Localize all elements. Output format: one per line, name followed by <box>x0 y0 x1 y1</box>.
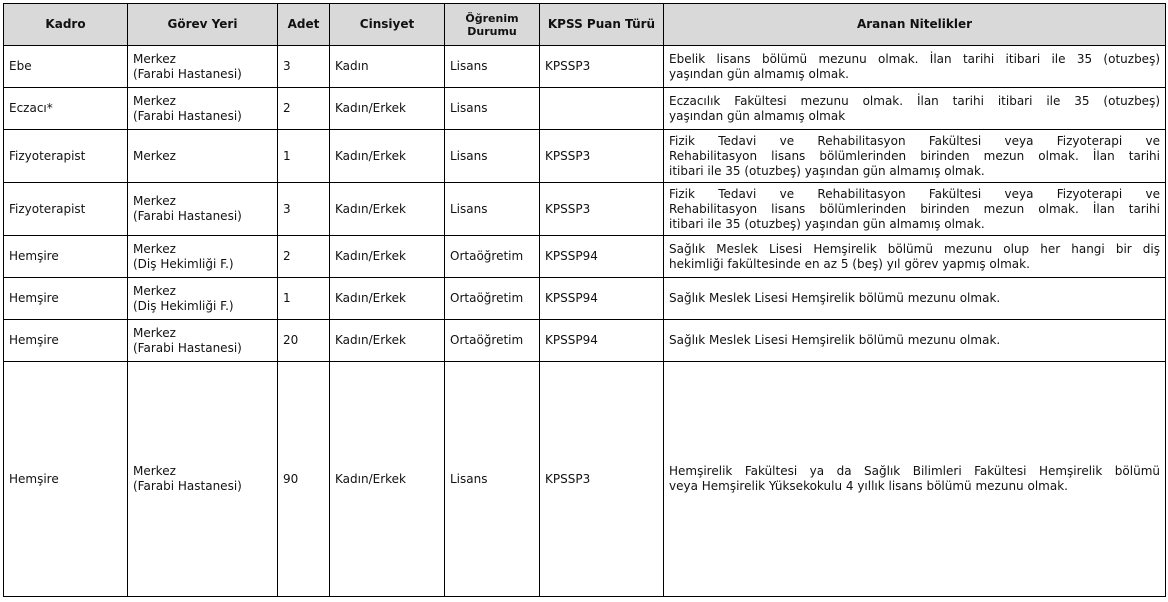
cell-cinsiyet: Kadın/Erkek <box>330 320 445 362</box>
table-row <box>4 88 1166 130</box>
gorev-yeri-line: (Farabi Hastanesi) <box>133 209 242 224</box>
cell-kpss-puan-turu <box>540 88 664 130</box>
cell-gorev-yeri <box>128 130 278 183</box>
cell-ogrenim-durumu: Ortaöğretim <box>445 236 540 278</box>
cell-cinsiyet: Kadın/Erkek <box>330 88 445 130</box>
nitelik-line: Ebelik lisans bölümü mezunu olmak. İlan tarihi itibari ile 35 (otuzbeş) <box>669 51 1160 66</box>
cell-gorev-yeri <box>128 88 278 130</box>
nitelik-line: veya Hemşirelik Yüksekokulu 4 yıllık lisans bölümü mezunu olmak. <box>669 479 1068 494</box>
cell-kadro: Eczacı* <box>4 88 128 130</box>
cell-adet: 2 <box>278 236 330 278</box>
cell-kadro: Ebe <box>4 46 128 88</box>
cell-aranan-nitelikler <box>664 130 1166 183</box>
gorev-yeri-line: Merkez <box>133 325 176 340</box>
gorev-yeri-line: (Farabi Hastanesi) <box>133 66 242 81</box>
cell-kpss-puan-turu: KPSSP94 <box>540 278 664 320</box>
gorev-yeri-line: Merkez <box>133 93 176 108</box>
table-row <box>4 278 1166 320</box>
nitelik-line: yaşından gün almamış olmak <box>669 108 846 123</box>
header-kadro: Kadro <box>4 4 128 46</box>
cell-aranan-nitelikler <box>664 88 1166 130</box>
cell-kpss-puan-turu: KPSSP3 <box>540 46 664 88</box>
nitelik-line: itibari ile 35 (otuzbeş) yaşından gün almamış olmak. <box>669 216 985 231</box>
cell-kpss-puan-turu: KPSSP94 <box>540 320 664 362</box>
cell-ogrenim-durumu: Lisans <box>445 183 540 236</box>
cell-ogrenim-durumu: Ortaöğretim <box>445 278 540 320</box>
header-aranan-nitelikler: Aranan Nitelikler <box>664 4 1166 46</box>
cell-adet: 3 <box>278 46 330 88</box>
cell-cinsiyet: Kadın/Erkek <box>330 278 445 320</box>
cell-cinsiyet: Kadın <box>330 46 445 88</box>
cell-aranan-nitelikler <box>664 320 1166 362</box>
nitelik-line: Fizik Tedavi ve Rehabilitasyon Fakültesi veya Fizyoterapi ve <box>669 133 1160 148</box>
gorev-yeri-line: Merkez <box>133 464 176 479</box>
cell-kadro: Hemşire <box>4 320 128 362</box>
nitelik-line: Sağlık Meslek Lisesi Hemşirelik bölümü mezunu olmak. <box>669 333 1001 348</box>
cell-ogrenim-durumu: Ortaöğretim <box>445 320 540 362</box>
header-adet: Adet <box>278 4 330 46</box>
cell-adet: 3 <box>278 183 330 236</box>
gorev-yeri-line: (Farabi Hastanesi) <box>133 479 242 494</box>
cell-cinsiyet: Kadın/Erkek <box>330 130 445 183</box>
table-row <box>4 130 1166 183</box>
cell-kadro: Fizyoterapist <box>4 183 128 236</box>
header-gorev-yeri: Görev Yeri <box>128 4 278 46</box>
cell-aranan-nitelikler <box>664 362 1166 597</box>
header-row <box>4 4 1166 46</box>
cell-adet: 1 <box>278 278 330 320</box>
cell-cinsiyet: Kadın/Erkek <box>330 362 445 597</box>
table-row <box>4 362 1166 597</box>
cell-ogrenim-durumu: Lisans <box>445 88 540 130</box>
gorev-yeri-line: (Diş Hekimliği F.) <box>133 298 234 313</box>
cell-adet: 20 <box>278 320 330 362</box>
cell-gorev-yeri <box>128 46 278 88</box>
gorev-yeri-line: Merkez <box>133 51 176 66</box>
table-row <box>4 183 1166 236</box>
table-row <box>4 236 1166 278</box>
table-row <box>4 320 1166 362</box>
cell-adet: 1 <box>278 130 330 183</box>
cell-adet: 90 <box>278 362 330 597</box>
cell-aranan-nitelikler <box>664 183 1166 236</box>
cell-kpss-puan-turu: KPSSP94 <box>540 236 664 278</box>
cell-aranan-nitelikler <box>664 278 1166 320</box>
cell-aranan-nitelikler <box>664 46 1166 88</box>
cell-kadro: Hemşire <box>4 362 128 597</box>
nitelik-line: Eczacılık Fakültesi mezunu olmak. İlan tarihi itibari ile 35 (otuzbeş) <box>669 93 1160 108</box>
nitelik-line: yaşından gün almamış olmak. <box>669 66 849 81</box>
nitelik-line: itibari ile 35 (otuzbeş) yaşından gün almamış olmak. <box>669 163 985 178</box>
nitelik-line: Rehabilitasyon lisans bölümlerinden birinden mezun olmak. İlan tarihi <box>669 201 1160 216</box>
nitelik-line: hekimliği fakültesinde en az 5 (beş) yıl görev yapmış olmak. <box>669 256 1030 271</box>
cell-kadro: Hemşire <box>4 236 128 278</box>
cell-ogrenim-durumu: Lisans <box>445 130 540 183</box>
cell-gorev-yeri <box>128 183 278 236</box>
cell-ogrenim-durumu: Lisans <box>445 362 540 597</box>
nitelik-line: Sağlık Meslek Lisesi Hemşirelik bölümü mezunu olmak. <box>669 291 1001 306</box>
gorev-yeri-line: Merkez <box>133 241 176 256</box>
gorev-yeri-line: (Farabi Hastanesi) <box>133 108 242 123</box>
cell-kpss-puan-turu: KPSSP3 <box>540 362 664 597</box>
cell-gorev-yeri <box>128 278 278 320</box>
cell-ogrenim-durumu: Lisans <box>445 46 540 88</box>
nitelik-line: Hemşirelik Fakültesi ya da Sağlık Bilimleri Fakültesi Hemşirelik bölümü <box>669 464 1160 479</box>
gorev-yeri-line: Merkez <box>133 148 176 163</box>
nitelik-line: Fizik Tedavi ve Rehabilitasyon Fakültesi veya Fizyoterapi ve <box>669 186 1160 201</box>
header-kpss-puan-turu: KPSS Puan Türü <box>540 4 664 46</box>
positions-table <box>3 3 1166 597</box>
cell-aranan-nitelikler <box>664 236 1166 278</box>
header-cinsiyet: Cinsiyet <box>330 4 445 46</box>
cell-cinsiyet: Kadın/Erkek <box>330 236 445 278</box>
cell-gorev-yeri <box>128 236 278 278</box>
nitelik-line: Sağlık Meslek Lisesi Hemşirelik bölümü mezunu olup her hangi bir diş <box>669 241 1160 256</box>
cell-kpss-puan-turu: KPSSP3 <box>540 130 664 183</box>
gorev-yeri-line: (Diş Hekimliği F.) <box>133 256 234 271</box>
cell-kadro: Fizyoterapist <box>4 130 128 183</box>
cell-kpss-puan-turu: KPSSP3 <box>540 183 664 236</box>
cell-gorev-yeri <box>128 320 278 362</box>
gorev-yeri-line: (Farabi Hastanesi) <box>133 340 242 355</box>
nitelik-line: Rehabilitasyon lisans bölümlerinden birinden mezun olmak. İlan tarihi <box>669 148 1160 163</box>
cell-cinsiyet: Kadın/Erkek <box>330 183 445 236</box>
gorev-yeri-line: Merkez <box>133 283 176 298</box>
gorev-yeri-line: Merkez <box>133 194 176 209</box>
cell-gorev-yeri <box>128 362 278 597</box>
cell-kadro: Hemşire <box>4 278 128 320</box>
header-ogrenim-durumu: Öğrenim Durumu <box>445 4 540 46</box>
table-row <box>4 46 1166 88</box>
cell-adet: 2 <box>278 88 330 130</box>
